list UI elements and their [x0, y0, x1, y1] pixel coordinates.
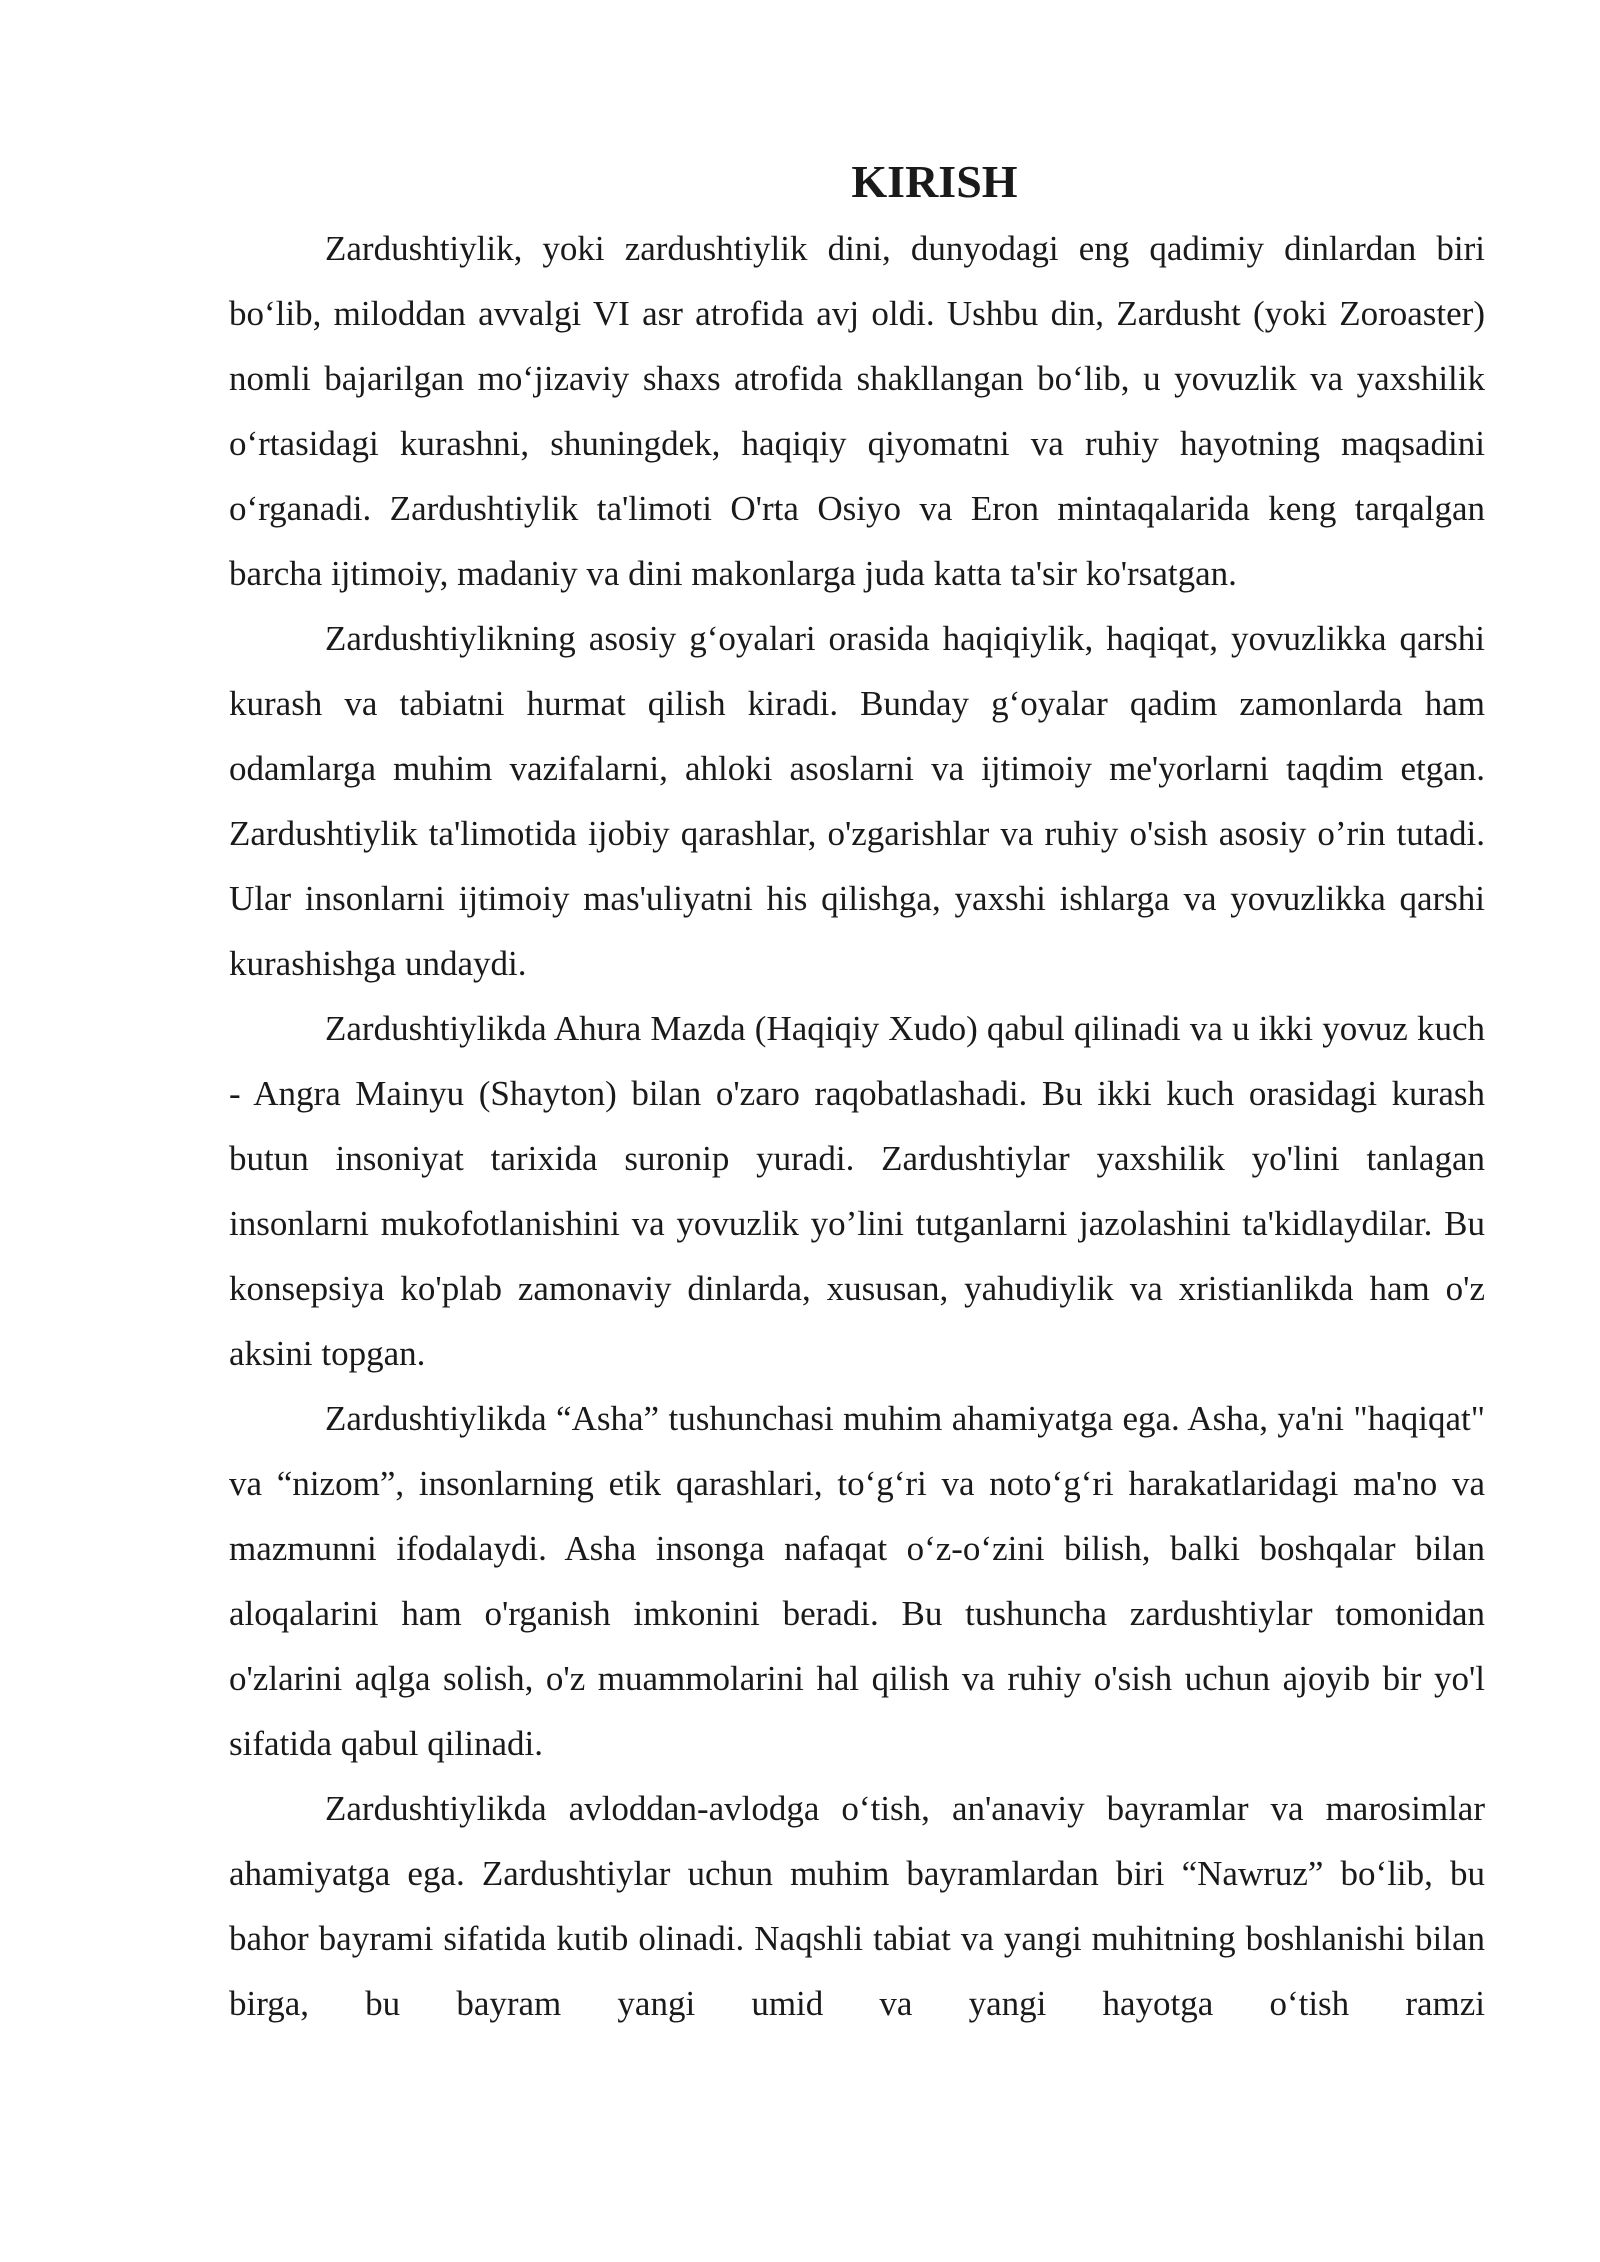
paragraph-4: Zardushtiylikda “Asha” tushunchasi muhim ahamiyatga ega. Asha, ya'ni "haqiqat" va “nizom”, insonlarning etik qarashlari, to‘g‘ri va noto‘g‘ri harakatlaridagi ma'no va mazmunni ifodalaydi. Asha insonga nafaqat o‘z-o‘zini bilish, balki boshqalar bilan aloqalarini ham o'rganish imkonini beradi. Bu tushuncha zardushtiylar tomonidan o'zlarini aqlga solish, o'z muammolarini hal qilish va ruhiy o'sish uchun ajoyib bir yo'l sifatida qabul qilinadi. — [229, 1399, 1485, 1763]
paragraph-2: Zardushtiylikning asosiy g‘oyalari orasida haqiqiylik, haqiqat, yovuzlikka qarshi kurash va tabiatni hurmat qilish kiradi. Bunday g‘oyalar qadim zamonlarda ham odamlarga muhim vazifalarni, ahloki asoslarni va ijtimoiy me'yorlarni taqdim etgan. Zardushtiylik ta'limotida ijobiy qarashlar, o'zgarishlar va ruhiy o'sish asosiy o’rin tutadi. Ular insonlarni ijtimoiy mas'uliyatni his qilishga, yaxshi ishlarga va yovuzlikka qarshi kurashishga undaydi. — [229, 619, 1485, 983]
page-title: KIRISH — [851, 156, 1018, 207]
paragraph-1: Zardushtiylik, yoki zardushtiylik dini, dunyodagi eng qadimiy dinlardan biri bo‘lib, miloddan avvalgi VI asr atrofida avj oldi. Ushbu din, Zardusht (yoki Zoroaster) nomli bajarilgan mo‘jizaviy shaxs atrofida shakllangan bo‘lib, u yovuzlik va yaxshilik o‘rtasidagi kurashni, shuningdek, haqiqiy qiyomatni va ruhiy hayotning maqsadini o‘rganadi. Zardushtiylik ta'limoti O'rta Osiyo va Eron mintaqalarida keng tarqalgan barcha ijtimoiy, madaniy va dini makonlarga juda katta ta'sir ko'rsatgan. — [229, 229, 1485, 593]
document-body — [229, 150, 1485, 2036]
paragraph-3: Zardushtiylikda Ahura Mazda (Haqiqiy Xudo) qabul qilinadi va u ikki yovuz kuch - Angra Mainyu (Shayton) bilan o'zaro raqobatlashadi. Bu ikki kuch orasidagi kurash butun insoniyat tarixida suronip yuradi. Zardushtiylar yaxshilik yo'lini tanlagan insonlarni mukofotlanishini va yovuzlik yo’lini tutganlarni jazolashini ta'kidlaydilar. Bu konsepsiya ko'plab zamonaviy dinlarda, xususan, yahudiylik va xristianlikda ham o'z aksini topgan. — [229, 1009, 1485, 1373]
paragraph-5: Zardushtiylikda avloddan-avlodga o‘tish, an'anaviy bayramlar va marosimlar ahamiyatga ega. Zardushtiylar uchun muhim bayramlardan biri “Nawruz” bo‘lib, bu bahor bayrami sifatida kutib olinadi. Naqshli tabiat va yangi muhitning boshlanishi bilan birga, bu bayram yangi umid va yangi hayotga o‘tish ramzi — [229, 1789, 1485, 2023]
